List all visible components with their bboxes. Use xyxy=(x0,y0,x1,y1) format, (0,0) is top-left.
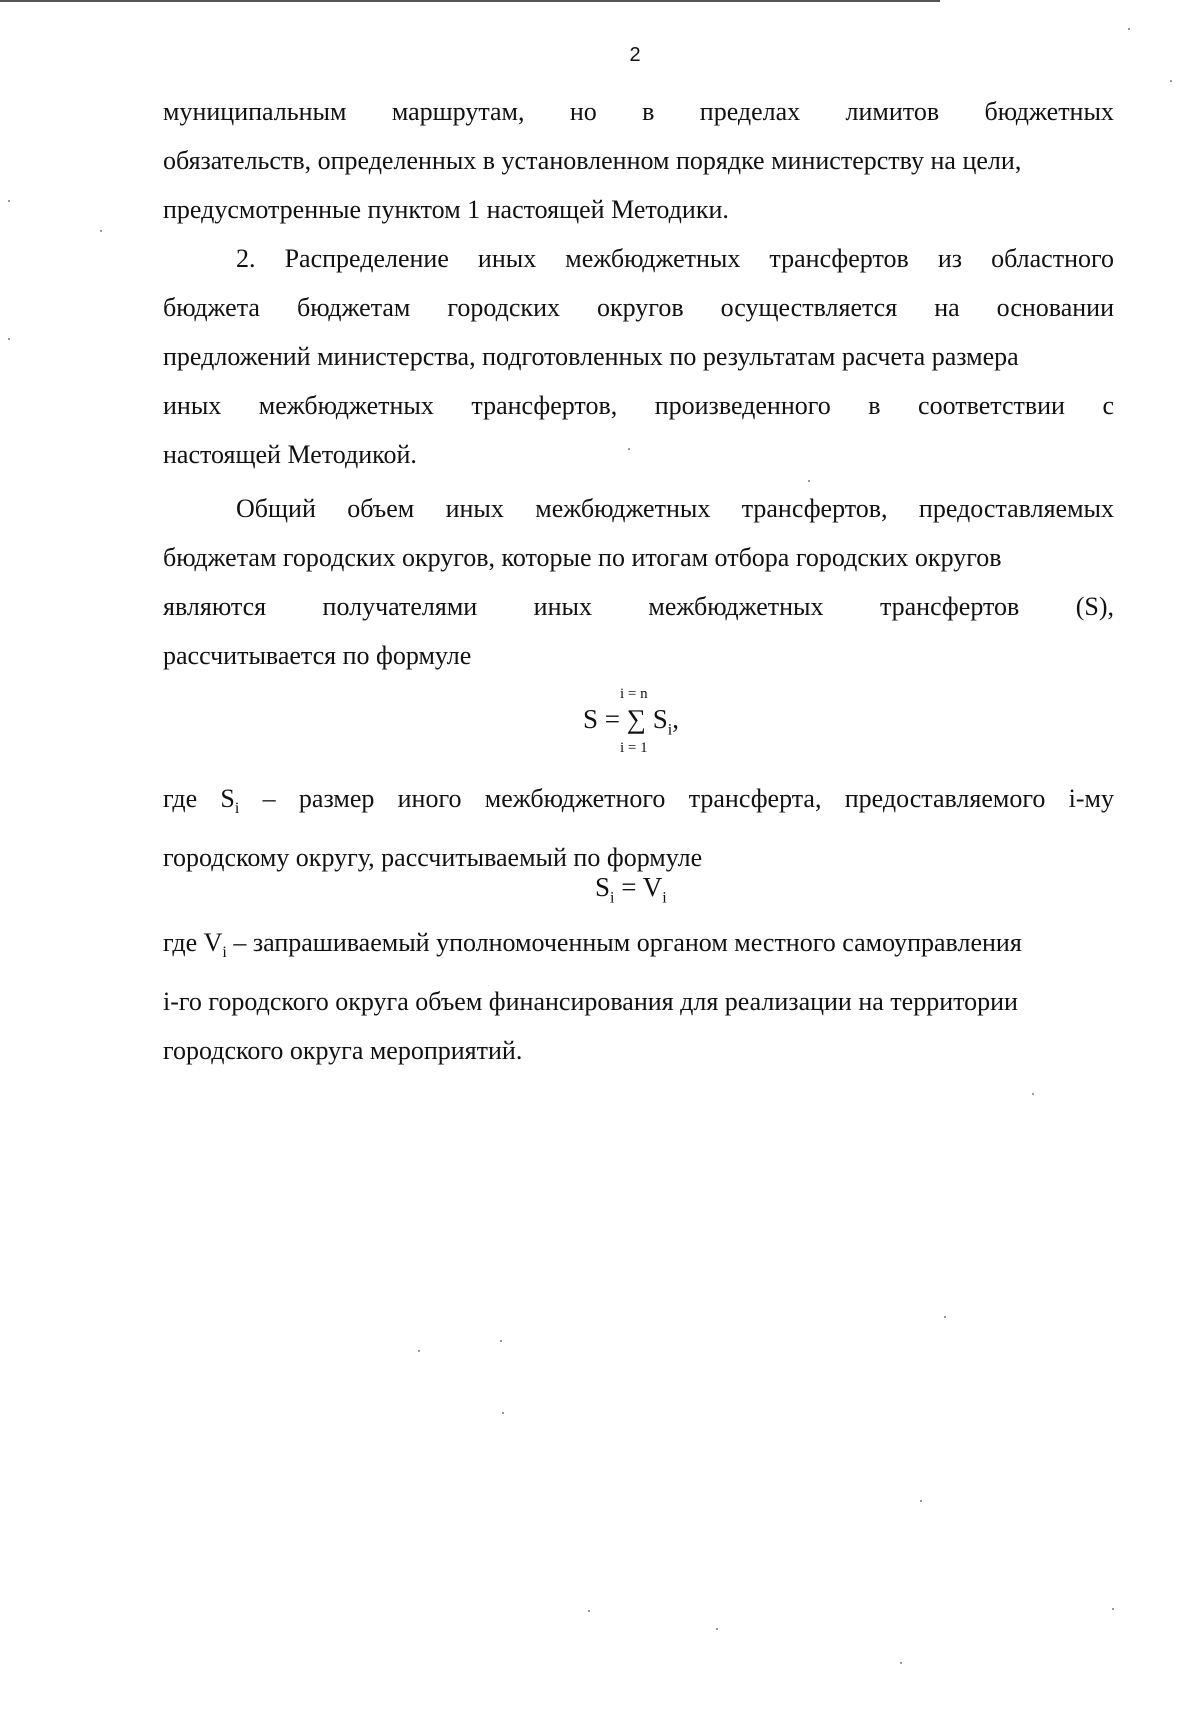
sum-lower-limit: i = 1 xyxy=(620,740,648,756)
scan-speck xyxy=(100,230,102,232)
scan-speck xyxy=(8,338,10,340)
scan-speck xyxy=(944,1316,946,1318)
text-line: бюджета бюджетам городских округов осуществляется на основании xyxy=(163,293,1114,322)
text-fragment: где V xyxy=(163,928,223,957)
word: лимитов xyxy=(845,97,940,126)
eq-rhs-subscript: i xyxy=(662,889,667,907)
word: но xyxy=(569,97,597,126)
scan-speck xyxy=(500,1340,502,1342)
sum-lhs: S = ∑ S xyxy=(583,704,668,734)
text-line xyxy=(163,582,1114,631)
paragraph-distribution xyxy=(163,234,1114,479)
text-fragment: – размер иного межбюджетного трансферта, предоставляемого i-му xyxy=(239,784,1114,813)
paragraph-continuation xyxy=(163,87,1114,234)
text-line xyxy=(163,774,1114,833)
sum-upper-limit: i = n xyxy=(620,686,648,702)
word: (S), xyxy=(1075,592,1114,621)
word: трансфертов xyxy=(879,592,1020,621)
eq-rhs: = V xyxy=(614,872,663,902)
word: являются xyxy=(163,592,267,621)
scan-speck xyxy=(502,1412,504,1414)
sum-subscript: i xyxy=(667,721,673,739)
scan-speck xyxy=(418,1350,420,1352)
text-line: городского округа мероприятий. xyxy=(163,1036,523,1066)
scan-speck xyxy=(1032,1093,1034,1095)
paragraph-total-volume xyxy=(163,484,1114,680)
scan-speck xyxy=(716,1628,718,1630)
text-line xyxy=(163,87,1114,136)
scan-speck xyxy=(8,200,10,202)
formula-sum xyxy=(583,686,679,766)
word: пределах xyxy=(699,97,801,126)
scan-speck xyxy=(920,1500,922,1502)
formula-equality xyxy=(595,872,667,907)
scan-speck xyxy=(900,1662,902,1664)
paragraph-vi-definition xyxy=(163,918,1114,1075)
sum-tail: , xyxy=(672,704,679,734)
text-line: городскому округу, рассчитываемый по формуле xyxy=(163,843,703,873)
eq-lhs: S xyxy=(595,872,611,902)
text-line: Общий объем иных межбюджетных трансфертов, предоставляемых xyxy=(236,494,1114,523)
page-number: 2 xyxy=(629,44,641,66)
text-line xyxy=(163,918,1114,977)
text-line: 2. Распределение иных межбюджетных трансфертов из областного xyxy=(236,244,1114,273)
text-fragment: где S xyxy=(163,784,235,813)
scan-speck xyxy=(588,1610,590,1612)
scan-speck xyxy=(628,448,630,450)
text-line: рассчитывается по формуле xyxy=(163,641,472,670)
scan-speck xyxy=(808,480,810,482)
scan-speck xyxy=(1112,1608,1114,1610)
text-line: обязательств, определенных в установленном порядке министерству на цели, xyxy=(163,146,1022,175)
text-line: настоящей Методикой. xyxy=(163,440,417,469)
sum-expression xyxy=(583,704,679,739)
subscript: i xyxy=(234,800,240,818)
text-line: предложений министерства, подготовленных по результатам расчета размера xyxy=(163,342,1019,371)
word: муниципальным xyxy=(163,97,347,126)
word: бюджетных xyxy=(984,97,1114,126)
scan-top-edge xyxy=(0,0,940,2)
text-line: иных межбюджетных трансфертов, произведенного в соответствии с xyxy=(163,391,1114,420)
eq-lhs-subscript: i xyxy=(610,889,615,907)
word: в xyxy=(642,97,655,126)
word: межбюджетных xyxy=(648,592,824,621)
word: маршрутам, xyxy=(391,97,525,126)
paragraph-si-definition xyxy=(163,774,1114,882)
text-fragment: – запрашиваемый уполномоченным органом местного самоуправления xyxy=(226,928,1022,957)
subscript: i xyxy=(222,944,227,962)
text-line: предусмотренные пунктом 1 настоящей Методики. xyxy=(163,195,729,224)
scan-speck xyxy=(1170,80,1172,82)
scan-speck xyxy=(1128,28,1130,30)
text-line: i-го городского округа объем финансирования для реализации на территории xyxy=(163,987,1018,1017)
word: получателями xyxy=(322,592,478,621)
text-line: бюджетам городских округов, которые по итогам отбора городских округов xyxy=(163,543,1002,572)
word: иных xyxy=(533,592,592,621)
